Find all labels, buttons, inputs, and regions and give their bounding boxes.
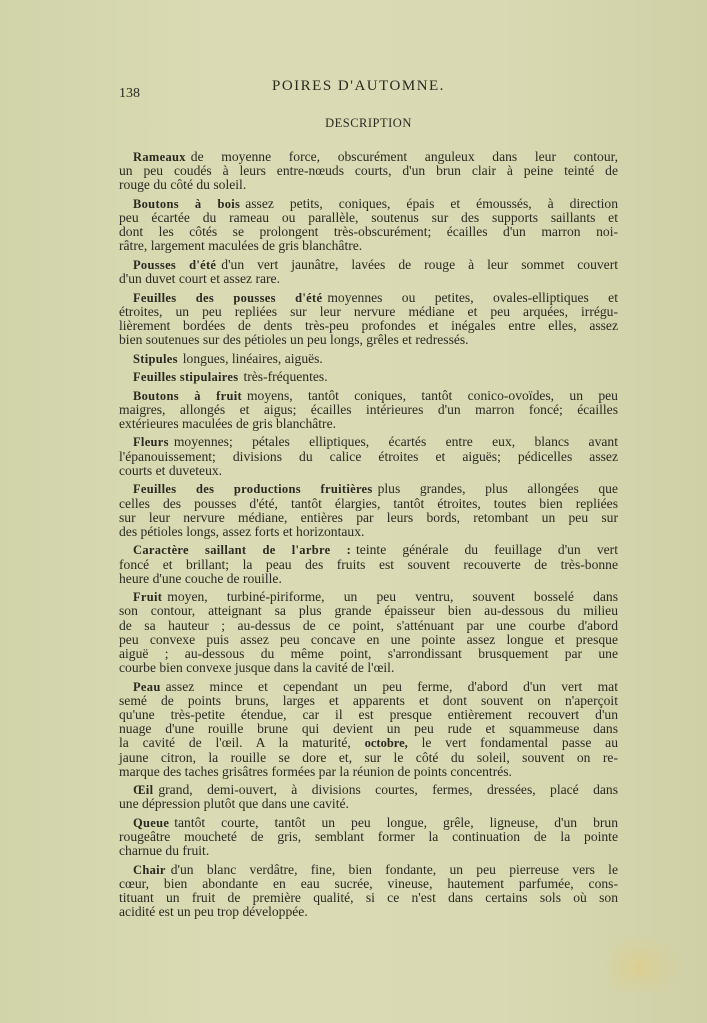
description-paragraph	[119, 389, 618, 432]
line-text: une dépression plutôt que dans une cavité.	[119, 796, 349, 812]
line-text: de moyenne force, obscurément anguleux dans leur contour,	[190, 149, 618, 164]
text-line	[119, 525, 618, 539]
line-text: tituant un fruit de première qualité, si ce n'est dans certains sols où son	[119, 890, 618, 906]
line-text: très-fréquentes.	[243, 369, 328, 385]
text-line	[119, 239, 618, 253]
description-paragraph	[119, 543, 618, 586]
bold-month: octobre,	[364, 736, 408, 751]
text-line	[119, 604, 618, 618]
description-paragraph	[119, 590, 618, 675]
line-text: d'un vert jaunâtre, lavées de rouge à leur sommet couvert	[221, 256, 619, 272]
text-line	[119, 258, 618, 272]
description-paragraph	[119, 482, 618, 539]
text-line	[119, 333, 618, 347]
line-text: tantôt courte, tantôt un peu longue, grêle, ligneuse, d'un brun	[174, 814, 618, 830]
line-text: teinte générale du feuillage d'un vert	[356, 542, 618, 558]
line-text: d'un blanc verdâtre, fine, bien fondante, un peu pierreuse vers le	[170, 861, 618, 877]
running-title: POIRES D'AUTOMNE.	[272, 78, 445, 94]
line-text: le vert fondamental passe au	[407, 735, 619, 751]
line-text: courbe bien convexe jusque dans la cavité de l'œil.	[119, 660, 395, 676]
line-text: celles des pousses d'été, tantôt élargies, tantôt étroites, toutes bien repliées	[119, 495, 618, 511]
text-line	[119, 694, 618, 708]
text-line	[119, 178, 618, 192]
line-text: extérieures maculées de gris blanchâtre.	[119, 415, 337, 431]
text-line	[119, 590, 618, 604]
description-paragraph	[119, 291, 618, 348]
text-line	[119, 647, 618, 661]
line-text: cœur, bien abondante en eau sucrée, vineuse, hautement parfumée, cons-	[119, 875, 618, 891]
text-line	[119, 905, 618, 919]
term-label: Pousses d'été	[133, 257, 217, 272]
line-text: grand, demi-ouvert, à divisions courtes, fermes, dressées, placé dans	[158, 782, 618, 798]
line-text: nuage d'une rouille brune qui devient un peu rude et squammeuse dans	[119, 721, 618, 737]
description-paragraph	[119, 863, 618, 920]
text-line	[119, 211, 618, 225]
text-line	[119, 543, 618, 557]
line-text: plus grandes, plus allongées que	[377, 481, 618, 497]
term-label: Boutons à bois	[133, 196, 241, 211]
line-text: moyennes ou petites, ovales-elliptiques et	[327, 289, 618, 305]
text-line	[119, 511, 618, 525]
line-text: rouge du côté du soleil.	[119, 177, 247, 193]
term-label: Rameaux	[133, 150, 186, 164]
text-line	[119, 225, 618, 239]
term-label: Feuilles des pousses d'été	[133, 290, 323, 305]
text-line	[119, 619, 618, 633]
line-text: d'un duvet court et assez rare.	[119, 271, 280, 287]
description-paragraph	[119, 680, 618, 779]
text-line	[119, 164, 618, 178]
line-text: étroites, un peu repliées sur leur nervure médiane et peu arquées, irrégu-	[119, 303, 618, 319]
text-line	[119, 291, 618, 305]
line-text: l'épanouissement; divisions du calice étroites et aiguës; pédicelles assez	[119, 448, 618, 464]
text-line	[119, 844, 618, 858]
text-line	[119, 863, 618, 877]
term-label: Queue	[133, 815, 170, 830]
description-body	[119, 150, 618, 924]
text-line	[119, 783, 618, 797]
line-text: sur leur nervure médiane, entières par leurs bords, retombant un peu sur	[119, 509, 618, 525]
line-text: moyen, turbiné-piriforme, un peu ventru, souvent bosselé dans	[167, 589, 618, 605]
line-text: longues, linéaires, aiguës.	[182, 350, 323, 366]
description-paragraph	[119, 258, 618, 286]
text-line	[119, 572, 618, 586]
description-paragraph	[119, 150, 618, 193]
text-line	[119, 708, 618, 722]
text-line	[119, 765, 618, 779]
pear-illustration-fragment	[606, 928, 690, 992]
line-text: dont les côtés se prolongent très-obscurément; écailles d'un marron noi-	[119, 224, 618, 240]
line-text: qu'une très-petite étendue, car il est presque entièrement recouvert d'un	[119, 707, 618, 723]
text-line	[119, 464, 618, 478]
description-paragraph	[119, 370, 618, 384]
term-label: Caractère saillant de l'arbre :	[133, 543, 352, 558]
term-label: Stipules	[133, 351, 178, 366]
line-text: semé de points bruns, larges et apparents et dont souvent on n'aperçoit	[119, 692, 618, 708]
description-paragraph	[119, 352, 618, 366]
term-label: Œil	[133, 783, 154, 798]
text-line	[119, 417, 618, 431]
text-line	[119, 751, 618, 765]
line-text: maigres, allongés et aigus; écailles intérieures d'un marron foncé; écailles	[119, 401, 618, 417]
description-paragraph	[119, 783, 618, 811]
text-line	[119, 197, 618, 211]
description-paragraph	[119, 816, 618, 859]
text-line	[119, 877, 618, 891]
text-line	[119, 558, 618, 572]
text-line	[119, 722, 618, 736]
term-label: Peau	[133, 679, 161, 694]
term-label: Chair	[133, 862, 166, 877]
line-text: foncé et brillant; la peau des fruits est souvent recouverte de très-bonne	[119, 556, 618, 572]
line-text: bien soutenues sur des pétioles un peu longs, grêles et redressés.	[119, 332, 469, 348]
text-line	[119, 305, 618, 319]
line-text: des pétioles longs, assez forts et horizontaux.	[119, 523, 365, 539]
line-text: moyens, tantôt coniques, tantôt conico-ovoïdes, un peu	[246, 387, 618, 403]
description-paragraph	[119, 435, 618, 478]
line-text: de sa hauteur ; au-dessus de ce point, s'atténuant par une courbe d'abord	[119, 617, 618, 633]
line-text: charnue du fruit.	[119, 843, 210, 859]
term-label: Fleurs	[133, 435, 169, 450]
text-line	[119, 891, 618, 905]
text-line	[119, 389, 618, 403]
line-text: la cavité de l'œil. A la maturité,	[119, 735, 365, 751]
line-text: rougeâtre moucheté de gris, semblant former la continuation de la pointe	[119, 829, 618, 845]
line-text: aiguë ; au-dessous du même point, s'arrondissant brusquement par une	[119, 645, 618, 661]
text-line	[119, 497, 618, 511]
line-text: peu écartée du rameau ou parallèle, soutenus sur des supports saillants et	[119, 210, 618, 226]
page-number: 138	[119, 86, 140, 101]
text-line	[119, 736, 618, 750]
text-line	[119, 150, 618, 164]
line-text: un peu coudés à leurs entre-nœuds courts, d'un brun clair à peine teinté de	[119, 163, 618, 179]
line-text: marque des taches grisâtres formées par la réunion de points concentrés.	[119, 763, 512, 779]
line-text: son contour, atteignant sa plus grande épaisseur bien au-dessous du milieu	[119, 603, 618, 619]
line-text: peu convexe puis assez peu concave en une pointe assez longue et presque	[119, 631, 618, 647]
text-line	[119, 370, 618, 384]
term-label: Boutons à fruit	[133, 388, 242, 403]
term-label: Feuilles des productions fruitières	[133, 482, 373, 497]
term-label: Fruit	[133, 590, 163, 605]
text-line	[119, 661, 618, 675]
text-line	[119, 482, 618, 496]
text-line	[119, 830, 618, 844]
line-text: courts et duveteux.	[119, 462, 223, 478]
term-label: Feuilles stipulaires	[133, 370, 239, 385]
line-text: lièrement bordées de dents très-peu profondes et inégales entre elles, assez	[119, 317, 618, 333]
text-line	[119, 450, 618, 464]
line-text: jaune citron, la rouille se dore et, sur le côté du soleil, souvent on re-	[119, 749, 618, 765]
section-title: DESCRIPTION	[325, 116, 412, 130]
text-line	[119, 816, 618, 830]
text-line	[119, 352, 618, 366]
text-line	[119, 797, 618, 811]
text-line	[119, 272, 618, 286]
line-text: heure d'une couche de rouille.	[119, 570, 282, 586]
text-line	[119, 319, 618, 333]
text-line	[119, 633, 618, 647]
line-text: moyennes; pétales elliptiques, écartés entre eux, blancs avant	[173, 434, 618, 450]
text-line	[119, 680, 618, 694]
line-text: râtre, largement maculées de gris blanchâtre.	[119, 238, 363, 254]
line-text: assez petits, coniques, épais et émoussés, à direction	[245, 195, 618, 211]
description-paragraph	[119, 197, 618, 254]
line-text: assez mince et cependant un peu ferme, d'abord d'un vert mat	[165, 678, 618, 694]
text-line	[119, 403, 618, 417]
line-text: acidité est un peu trop développée.	[119, 904, 308, 920]
text-line	[119, 435, 618, 449]
